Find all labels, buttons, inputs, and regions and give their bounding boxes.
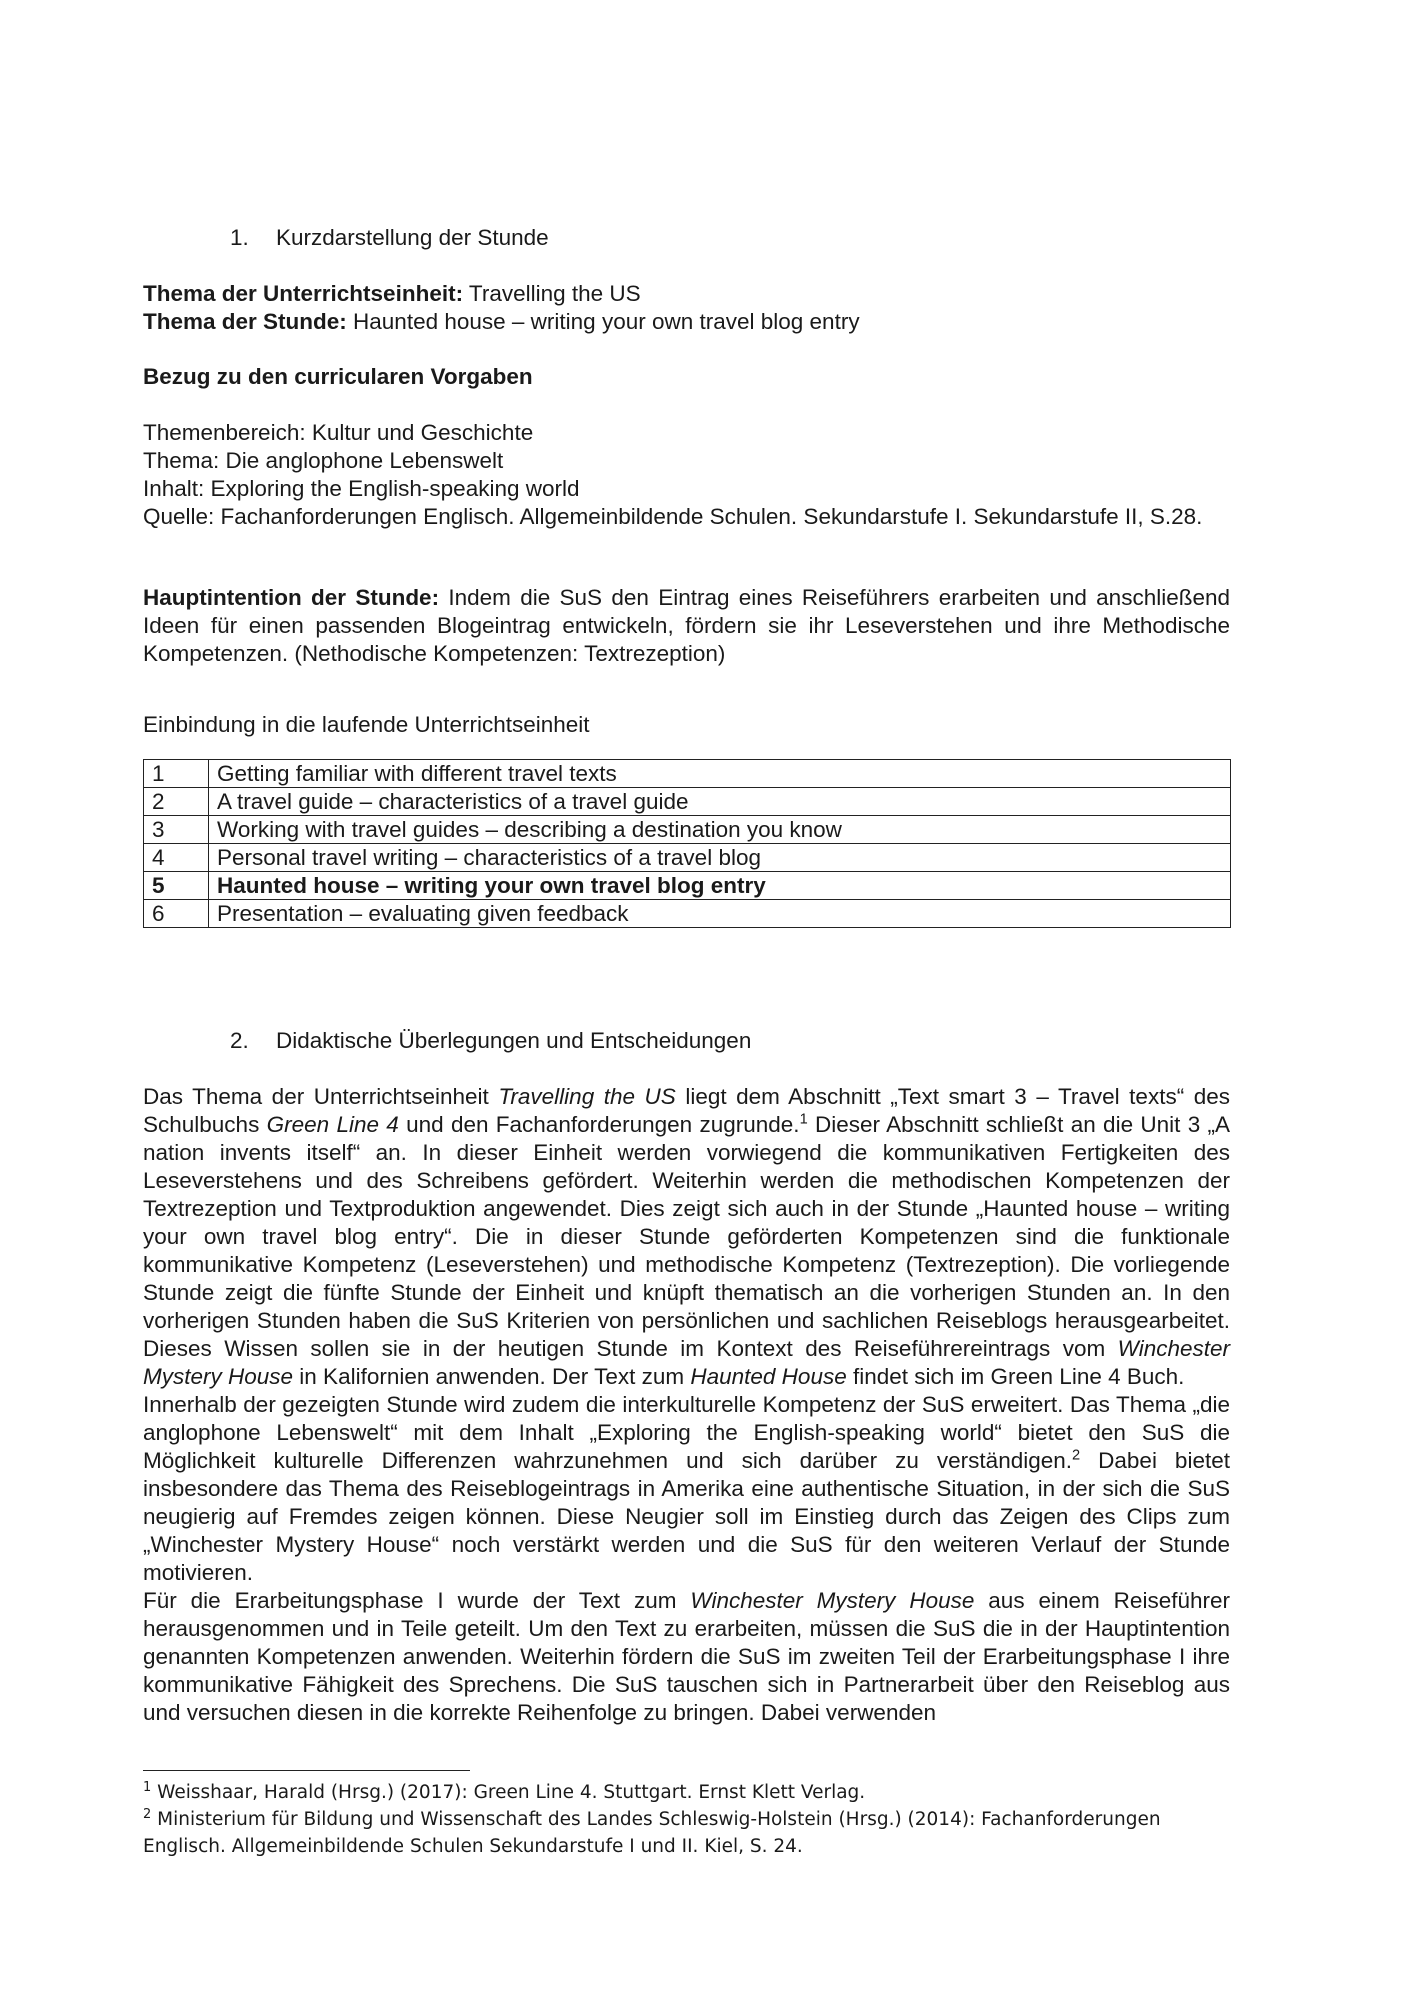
lesson-title: Getting familiar with different travel texts bbox=[209, 760, 1231, 788]
lesson-title: Working with travel guides – describing a destination you know bbox=[209, 816, 1231, 844]
curriculum-heading: Bezug zu den curricularen Vorgaben bbox=[143, 364, 533, 389]
curriculum-line: Thema: Die anglophone Lebenswelt bbox=[143, 448, 504, 473]
section-1-number: 1. bbox=[230, 225, 249, 250]
footnote-ref-1: 1 bbox=[799, 1111, 808, 1128]
lesson-title: Presentation – evaluating given feedback bbox=[209, 900, 1231, 928]
curriculum-line: Quelle: Fachanforderungen Englisch. Allgemeinbildende Schulen. Sekundarstufe I. Sekundarstufe II, S.28. bbox=[143, 504, 1203, 529]
table-row bbox=[144, 844, 1231, 872]
main-intention-label: Hauptintention der Stunde: bbox=[143, 585, 440, 610]
lesson-theme-line bbox=[143, 308, 1230, 336]
section-2-title: Didaktische Überlegungen und Entscheidungen bbox=[276, 1028, 752, 1053]
lesson-number: 3 bbox=[144, 816, 209, 844]
footnote-2: $^2$ Ministerium für Bildung und Wissenschaft des Landes Schleswig-Holstein (Hrsg.) (2014): Fachanforderungen Englisch. Allgemeinbildende Schulen Sekundarstufe I und II. Kiel, S. 24. bbox=[143, 1806, 1161, 1857]
lesson-title: Personal travel writing – characteristics of a travel blog bbox=[209, 844, 1231, 872]
unit-theme-line bbox=[143, 280, 1230, 308]
embedding-heading: Einbindung in die laufende Unterrichtseinheit bbox=[143, 712, 590, 737]
section-2-heading bbox=[230, 1027, 751, 1055]
footnote-ref-2: 2 bbox=[1072, 1447, 1081, 1464]
table-row bbox=[144, 900, 1231, 928]
lesson-title: A travel guide – characteristics of a travel guide bbox=[209, 788, 1231, 816]
lesson-number: 6 bbox=[144, 900, 209, 928]
lesson-number: 2 bbox=[144, 788, 209, 816]
lesson-sequence-table bbox=[143, 759, 1231, 928]
paragraph-intercultural: Innerhalb der gezeigten Stunde wird zudem die interkulturelle Kompetenz der SuS erweitert. Das Thema „die anglophone Lebenswelt“ mit dem Inhalt „Exploring the English-speaking world“ bietet den SuS die Möglichkeit kulturelle Differenzen wahrzunehmen und sich darüber zu verständigen.$^2$ Dabei bietet insbesondere das Thema des Reiseblogeintrags in Amerika eine authentische Situation, in der sich die SuS neugierig auf Fremdes zeigen können. Diese Neugier soll im Einstieg durch das Zeigen des Clips zum „Winchester Mystery House“ noch verstärkt werden und die SuS für den weiteren Verlauf der Stunde motivieren. bbox=[143, 1392, 1230, 1585]
footnote-1: $^1$ Weisshaar, Harald (Hrsg.) (2017): Green Line 4. Stuttgart. Ernst Klett Verlag. bbox=[143, 1779, 866, 1803]
main-intention-text: Indem die SuS den Eintrag eines Reiseführers erarbeiten und anschließend Ideen für einen passenden Blogeintrag entwickeln, fördern sie ihr Leseverstehen und ihre Methodische Kompetenzen. (Nethodische Kompetenzen: Textrezeption) bbox=[143, 585, 1230, 666]
curriculum-line: Themenbereich: Kultur und Geschichte bbox=[143, 420, 534, 445]
footnote-separator bbox=[143, 1770, 470, 1771]
curriculum-list bbox=[143, 419, 1230, 531]
unit-theme-value: Travelling the US bbox=[463, 281, 641, 306]
paragraph-work-phase: Für die Erarbeitungsphase I wurde der Text zum Winchester Mystery House aus einem Reiseführer herausgenommen und in Teile geteilt. Um den Text zu erarbeiten, müssen die SuS die in der Hauptintention genannten Kompetenzen anwenden. Weiterhin fördern die SuS im zweiten Teil der Erarbeitungsphase I ihre kommunikative Fähigkeit des Sprechens. Die SuS tauschen sich in Partnerarbeit über den Reiseblog aus und versuchen diesen in die korrekte Reihenfolge zu bringen. Dabei verwenden bbox=[143, 1588, 1230, 1725]
table-row bbox=[144, 760, 1231, 788]
section-1-heading bbox=[230, 224, 549, 252]
lesson-theme-value: Haunted house – writing your own travel blog entry bbox=[346, 309, 860, 334]
curriculum-line: Inhalt: Exploring the English-speaking world bbox=[143, 476, 580, 501]
lesson-number: 5 bbox=[144, 872, 209, 900]
themes-block bbox=[143, 280, 1230, 336]
table-row-current-lesson bbox=[144, 872, 1231, 900]
unit-theme-label: Thema der Unterrichtseinheit: bbox=[143, 281, 464, 306]
didactic-body bbox=[143, 1083, 1230, 1727]
paragraph-unit-context: Das Thema der Unterrichtseinheit Travelling the US liegt dem Abschnitt „Text smart 3 – Travel texts“ des Schulbuchs Green Line 4 und den Fachanforderungen zugrunde.$^1$ Dieser Abschnitt schließt an die Unit 3 „A nation invents itself“ an. In dieser Einheit werden vorwiegend die kommunikativen Fertigkeiten des Leseverstehens und des Schreibens gefördert. Weiterhin werden die methodischen Kompetenzen der Textrezeption und Textproduktion angewendet. Dies zeigt sich auch in der Stunde „Haunted house – writing your own travel blog entry“. Die in dieser Stunde geförderten Kompetenzen sind die funktionale kommunikative Kompetenz (Leseverstehen) und methodische Kompetenz (Textrezeption). Die vorliegende Stunde zeigt die fünfte Stunde der Einheit und knüpft thematisch an die vorherigen Stunden an. In den vorherigen Stunden haben die SuS Kriterien von persönlichen und sachlichen Reiseblogs herausgearbeitet. Dieses Wissen sollen sie in der heutigen Stunde im Kontext des Reiseführereintrags vom Winchester Mystery House in Kalifornien anwenden. Der Text zum Haunted House findet sich im Green Line 4 Buch. bbox=[143, 1084, 1231, 1389]
lesson-theme-label: Thema der Stunde: bbox=[143, 309, 347, 334]
lesson-number: 4 bbox=[144, 844, 209, 872]
table-row bbox=[144, 816, 1231, 844]
lesson-title: Haunted house – writing your own travel blog entry bbox=[209, 872, 1231, 900]
table-row bbox=[144, 788, 1231, 816]
main-intention-paragraph bbox=[143, 584, 1230, 668]
lesson-number: 1 bbox=[144, 760, 209, 788]
section-2-number: 2. bbox=[230, 1028, 249, 1053]
section-1-title: Kurzdarstellung der Stunde bbox=[276, 225, 549, 250]
